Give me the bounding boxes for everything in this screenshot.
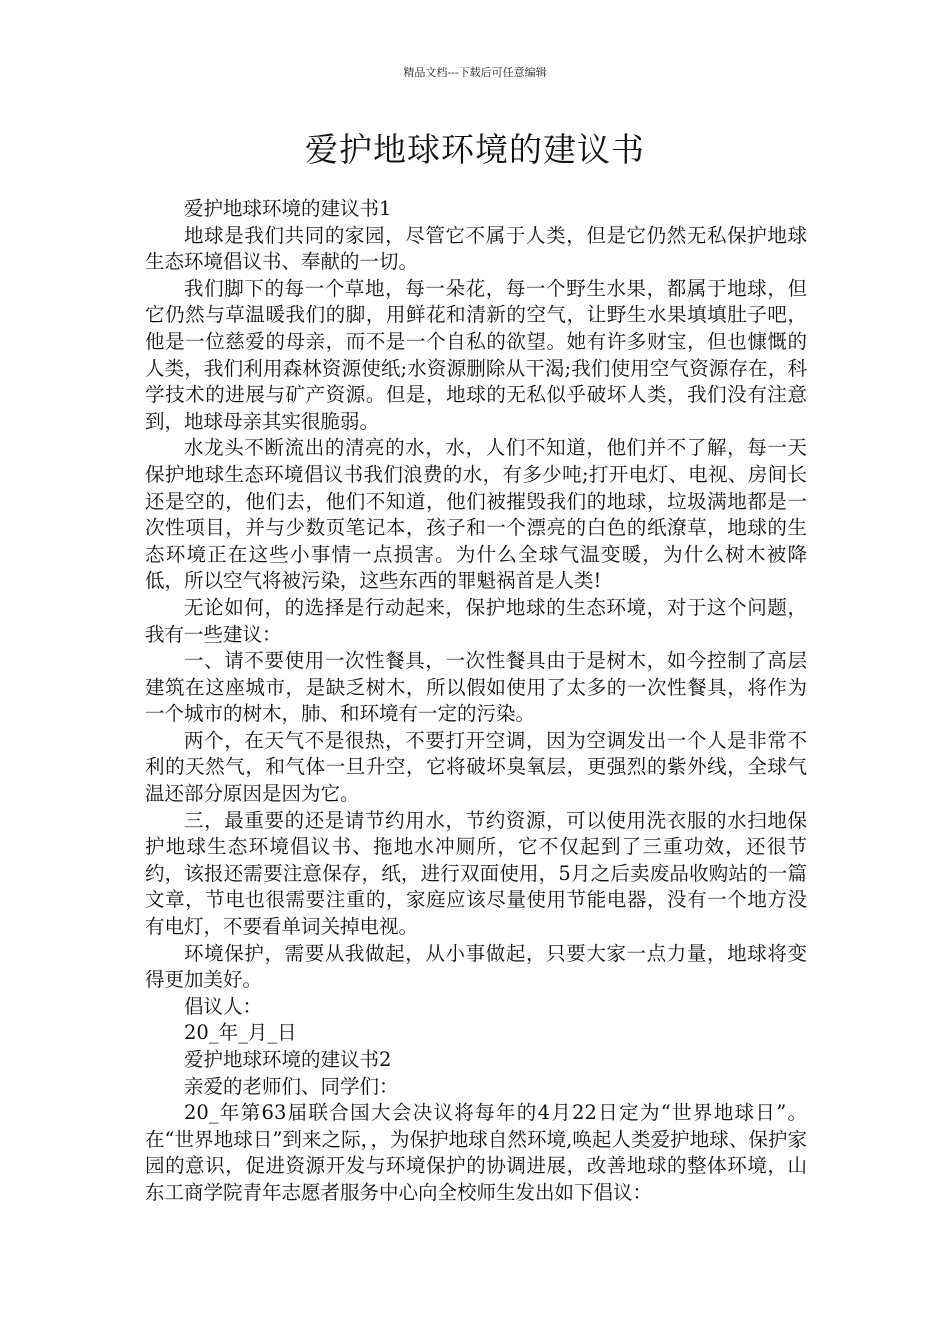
paragraph: 无论如何，的选择是行动起来，保护地球的生态环境，对于这个问题，我有一些建议： — [145, 595, 807, 646]
suggestion-3: 三，最重要的还是请节约用水，节约资源，可以使用洗衣服的水扫地保护地球生态环境倡议书、拖地水冲厕所，它不仅起到了三重功效，还很节约，该报还需要注意保存，纸，进行双面使用，5月之后卖废品收购站的一篇文章，节电也很需要注重的，家庭应该尽量使用节能电器，没有一个地方没有电灯，不要看单词关掉电视。 — [145, 808, 807, 939]
signature-label: 倡议人： — [184, 994, 263, 1018]
paragraph: 我们脚下的每一个草地，每一朵花，每一个野生水果，都属于地球，但它仍然与草温暖我们的脚，用鲜花和清新的空气，让野生水果填填肚子吧，他是一位慈爱的母亲，而不是一个自私的欲望。她有许多财宝，但也慷慨的人类，我们利用森林资源使纸;水资源删除从干渴;我们使用空气资源存在，科学技术的进展与矿产资源。但是，地球的无私似乎破坏人类，我们没有注意到，地球母亲其实很脆弱。 — [145, 276, 807, 433]
section-heading-2: 爱护地球环境的建议书2 — [184, 1048, 392, 1071]
document-title: 爱护地球环境的建议书 — [305, 130, 645, 169]
salutation: 亲爱的老师们、同学们： — [184, 1074, 399, 1098]
paragraph: 地球是我们共同的家园，尽管它不属于人类，但是它仍然无私保护地球生态环境倡议书、奉献的一切。 — [145, 223, 807, 274]
paragraph: 20_年第63届联合国大会决议将每年的4月22日定为“世界地球日”。在“世界地球日”到来之际，，为保护地球自然环境,唤起人类爱护地球、保护家园的意识，促进资源开发与环境保护的协调进展，改善地球的整体环境，山东工商学院青年志愿者服务中心向全校师生发出如下倡议： — [145, 1101, 807, 1204]
date-line: 20_年_月_日 — [184, 1021, 297, 1045]
suggestion-1: 一、请不要使用一次性餐具，一次性餐具由于是树木，如今控制了高层建筑在这座城市，是缺乏树木，所以假如使用了太多的一次性餐具，将作为一个城市的树木，肺、和环境有一定的污染。 — [145, 649, 807, 726]
section-heading-1: 爱护地球环境的建议书1 — [184, 197, 392, 220]
paragraph: 水龙头不断流出的清亮的水，水，人们不知道，他们并不了解，每一天保护地球生态环境倡议书我们浪费的水，有多少吨;打开电灯、电视、房间长还是空的，他们去，他们不知道，他们被摧毁我们的地球，垃圾满地都是一次性项目，并与少数页笔记本，孩子和一个漂亮的白色的纸潦草，地球的生态环境正在这些小事情一点损害。为什么全球气温变暖，为什么树木被降低，所以空气将被污染，这些东西的罪魁祸首是人类! — [145, 436, 807, 593]
suggestion-2: 两个，在天气不是很热，不要打开空调，因为空调发出一个人是非常不利的天然气，和气体一旦升空，它将破坏臭氧层，更强烈的紫外线，全球气温还部分原因是因为它。 — [145, 728, 807, 806]
header-note: 精品文档---下载后可任意编辑 — [403, 66, 547, 79]
closing-paragraph: 环境保护，需要从我做起，从小事做起，只要大家一点力量，地球将变得更加美好。 — [145, 941, 807, 992]
document-body — [145, 196, 807, 1207]
